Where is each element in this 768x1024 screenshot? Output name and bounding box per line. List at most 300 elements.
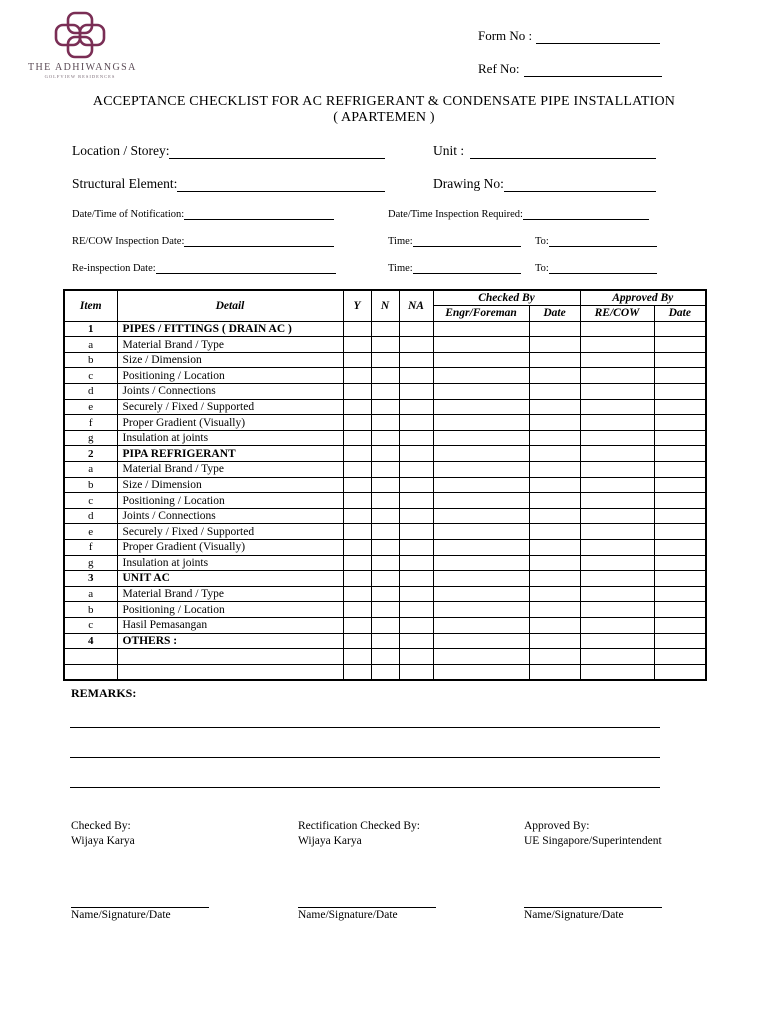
- approved-date-cell[interactable]: [654, 446, 706, 462]
- item-cell: d: [64, 384, 117, 400]
- table-row: [64, 477, 706, 493]
- y-cell[interactable]: [343, 586, 371, 602]
- checked-date-cell[interactable]: [529, 446, 580, 462]
- approved-date-header: Date: [654, 306, 706, 322]
- to-field-2: [535, 262, 657, 274]
- n-cell[interactable]: [371, 555, 399, 571]
- engr-foreman-cell[interactable]: [433, 633, 529, 649]
- n-header: N: [371, 290, 399, 321]
- recow-cell[interactable]: [580, 649, 654, 665]
- recow-cell[interactable]: [580, 571, 654, 587]
- engr-foreman-cell[interactable]: [433, 602, 529, 618]
- table-row: [64, 586, 706, 602]
- checked-date-cell[interactable]: [529, 602, 580, 618]
- recow-cell[interactable]: [580, 430, 654, 446]
- item-cell: a: [64, 586, 117, 602]
- section-row: [64, 321, 706, 337]
- n-cell[interactable]: [371, 321, 399, 337]
- interlaced-knot-logo-icon: [52, 10, 108, 60]
- checked-date-cell[interactable]: [529, 493, 580, 509]
- na-cell[interactable]: [399, 602, 433, 618]
- form-no-label: Form No :: [478, 28, 533, 43]
- logo-brand-text: THE ADHIWANGSA: [28, 62, 137, 73]
- unit-label: Unit :: [433, 143, 465, 158]
- notification-line[interactable]: [184, 208, 334, 220]
- n-cell[interactable]: [371, 399, 399, 415]
- engr-foreman-cell[interactable]: [433, 540, 529, 556]
- engr-foreman-cell[interactable]: [433, 430, 529, 446]
- checklist-body: [64, 321, 706, 680]
- to-line-1[interactable]: [549, 235, 657, 247]
- table-row: [64, 524, 706, 540]
- item-cell: b: [64, 602, 117, 618]
- na-cell[interactable]: [399, 399, 433, 415]
- na-cell[interactable]: [399, 368, 433, 384]
- table-row: [64, 399, 706, 415]
- n-cell[interactable]: [371, 586, 399, 602]
- form-no-field: [478, 28, 660, 44]
- approved-date-cell[interactable]: [654, 352, 706, 368]
- detail-cell: Positioning / Location: [117, 493, 343, 509]
- approved-date-cell[interactable]: [654, 633, 706, 649]
- na-cell[interactable]: [399, 649, 433, 665]
- na-cell[interactable]: [399, 664, 433, 680]
- y-cell[interactable]: [343, 352, 371, 368]
- checked-date-cell[interactable]: [529, 508, 580, 524]
- checked-by-caption: Name/Signature/Date: [71, 909, 171, 921]
- detail-cell: PIPA REFRIGERANT: [117, 446, 343, 462]
- na-cell[interactable]: [399, 352, 433, 368]
- table-row: [64, 508, 706, 524]
- checked-date-cell[interactable]: [529, 415, 580, 431]
- n-cell[interactable]: [371, 446, 399, 462]
- na-cell[interactable]: [399, 508, 433, 524]
- item-cell: g: [64, 430, 117, 446]
- recow-cell[interactable]: [580, 493, 654, 509]
- table-row: [64, 415, 706, 431]
- engr-foreman-cell[interactable]: [433, 571, 529, 587]
- item-cell: 2: [64, 446, 117, 462]
- recow-cell[interactable]: [580, 384, 654, 400]
- table-row: [64, 617, 706, 633]
- approved-by-header: Approved By: [580, 290, 706, 306]
- inspection-required-field: [388, 208, 649, 220]
- remarks-line-3[interactable]: [70, 787, 660, 788]
- checked-by-party: Wijaya Karya: [71, 835, 135, 847]
- recow-cell[interactable]: [580, 399, 654, 415]
- recow-cell[interactable]: [580, 352, 654, 368]
- structural-element-field: [72, 176, 385, 192]
- approved-by-caption: Name/Signature/Date: [524, 909, 624, 921]
- item-cell: c: [64, 617, 117, 633]
- engr-foreman-cell[interactable]: [433, 462, 529, 478]
- table-row: [64, 337, 706, 353]
- ref-no-line[interactable]: [524, 65, 662, 77]
- checked-date-cell[interactable]: [529, 384, 580, 400]
- time-field-1: [388, 235, 521, 247]
- na-header: NA: [399, 290, 433, 321]
- engr-foreman-cell[interactable]: [433, 337, 529, 353]
- table-header-row-1: [64, 290, 706, 306]
- approved-date-cell[interactable]: [654, 586, 706, 602]
- approved-date-cell[interactable]: [654, 524, 706, 540]
- na-cell[interactable]: [399, 524, 433, 540]
- detail-cell: Insulation at joints: [117, 555, 343, 571]
- n-cell[interactable]: [371, 493, 399, 509]
- n-cell[interactable]: [371, 384, 399, 400]
- detail-cell: [117, 664, 343, 680]
- recow-cell[interactable]: [580, 664, 654, 680]
- item-cell: g: [64, 555, 117, 571]
- approved-date-cell[interactable]: [654, 508, 706, 524]
- y-cell[interactable]: [343, 493, 371, 509]
- checked-date-cell[interactable]: [529, 368, 580, 384]
- table-row: [64, 664, 706, 680]
- detail-cell: Size / Dimension: [117, 352, 343, 368]
- recow-cell[interactable]: [580, 617, 654, 633]
- rectification-signature-block: [298, 819, 420, 849]
- checked-date-cell[interactable]: [529, 321, 580, 337]
- y-cell[interactable]: [343, 446, 371, 462]
- detail-cell: Material Brand / Type: [117, 337, 343, 353]
- inspection-required-label: Date/Time Inspection Required:: [388, 209, 523, 220]
- approved-by-signature-line[interactable]: [524, 907, 662, 908]
- detail-cell: Positioning / Location: [117, 602, 343, 618]
- approved-date-cell[interactable]: [654, 493, 706, 509]
- y-cell[interactable]: [343, 508, 371, 524]
- y-cell[interactable]: [343, 649, 371, 665]
- na-cell[interactable]: [399, 493, 433, 509]
- detail-cell: Insulation at joints: [117, 430, 343, 446]
- n-cell[interactable]: [371, 352, 399, 368]
- table-row: [64, 649, 706, 665]
- y-cell[interactable]: [343, 633, 371, 649]
- reinspection-date-line[interactable]: [156, 262, 336, 274]
- na-cell[interactable]: [399, 462, 433, 478]
- inspection-required-line[interactable]: [523, 208, 649, 220]
- section-row: [64, 633, 706, 649]
- remarks-label: REMARKS:: [71, 686, 137, 700]
- engr-foreman-cell[interactable]: [433, 352, 529, 368]
- checked-date-cell[interactable]: [529, 586, 580, 602]
- y-cell[interactable]: [343, 540, 371, 556]
- n-cell[interactable]: [371, 337, 399, 353]
- approved-date-cell[interactable]: [654, 321, 706, 337]
- rectification-signature-line[interactable]: [298, 907, 436, 908]
- detail-cell: Hasil Pemasangan: [117, 617, 343, 633]
- approved-date-cell[interactable]: [654, 571, 706, 587]
- detail-cell: Joints / Connections: [117, 508, 343, 524]
- time-label-1: Time:: [388, 236, 413, 247]
- approved-date-cell[interactable]: [654, 664, 706, 680]
- y-cell[interactable]: [343, 462, 371, 478]
- remarks-line-1[interactable]: [70, 727, 660, 728]
- checked-date-cell[interactable]: [529, 649, 580, 665]
- recow-date-label: RE/COW Inspection Date:: [72, 236, 185, 247]
- detail-cell: Securely / Fixed / Supported: [117, 524, 343, 540]
- engr-foreman-cell[interactable]: [433, 399, 529, 415]
- engr-foreman-cell[interactable]: [433, 477, 529, 493]
- recow-cell[interactable]: [580, 602, 654, 618]
- item-cell: b: [64, 352, 117, 368]
- n-cell[interactable]: [371, 524, 399, 540]
- recow-cell[interactable]: [580, 586, 654, 602]
- approved-by-party: UE Singapore/Superintendent: [524, 835, 662, 847]
- n-cell[interactable]: [371, 508, 399, 524]
- detail-cell: Securely / Fixed / Supported: [117, 399, 343, 415]
- checked-by-header: Checked By: [433, 290, 580, 306]
- approved-date-cell[interactable]: [654, 477, 706, 493]
- checklist-table: [63, 289, 707, 681]
- table-row: [64, 368, 706, 384]
- y-cell[interactable]: [343, 477, 371, 493]
- checked-by-signature-block: [71, 819, 135, 849]
- to-line-2[interactable]: [549, 262, 657, 274]
- engr-foreman-cell[interactable]: [433, 555, 529, 571]
- recow-date-field: [72, 235, 334, 247]
- item-cell: 3: [64, 571, 117, 587]
- approved-date-cell[interactable]: [654, 430, 706, 446]
- table-row: [64, 493, 706, 509]
- engr-foreman-cell[interactable]: [433, 649, 529, 665]
- ref-no-field: [478, 61, 662, 77]
- engr-foreman-cell[interactable]: [433, 415, 529, 431]
- engr-foreman-cell[interactable]: [433, 586, 529, 602]
- approved-date-cell[interactable]: [654, 540, 706, 556]
- checked-date-cell[interactable]: [529, 352, 580, 368]
- na-cell[interactable]: [399, 337, 433, 353]
- y-cell[interactable]: [343, 384, 371, 400]
- time-line-2[interactable]: [413, 262, 521, 274]
- approved-date-cell[interactable]: [654, 555, 706, 571]
- na-cell[interactable]: [399, 633, 433, 649]
- remarks-line-2[interactable]: [70, 757, 660, 758]
- na-cell[interactable]: [399, 617, 433, 633]
- engr-foreman-cell[interactable]: [433, 524, 529, 540]
- time-field-2: [388, 262, 521, 274]
- n-cell[interactable]: [371, 368, 399, 384]
- detail-cell: Positioning / Location: [117, 368, 343, 384]
- engr-foreman-cell[interactable]: [433, 508, 529, 524]
- reinspection-date-field: [72, 262, 336, 274]
- n-cell[interactable]: [371, 664, 399, 680]
- na-cell[interactable]: [399, 586, 433, 602]
- recow-cell[interactable]: [580, 415, 654, 431]
- approved-date-cell[interactable]: [654, 399, 706, 415]
- detail-cell: PIPES / FITTINGS ( DRAIN AC ): [117, 321, 343, 337]
- engr-foreman-cell[interactable]: [433, 493, 529, 509]
- y-cell[interactable]: [343, 399, 371, 415]
- engr-foreman-cell[interactable]: [433, 384, 529, 400]
- n-cell[interactable]: [371, 540, 399, 556]
- na-cell[interactable]: [399, 477, 433, 493]
- y-cell[interactable]: [343, 524, 371, 540]
- detail-cell: Size / Dimension: [117, 477, 343, 493]
- n-cell[interactable]: [371, 462, 399, 478]
- recow-header: RE/COW: [580, 306, 654, 322]
- rectification-label: Rectification Checked By:: [298, 820, 420, 832]
- recow-cell[interactable]: [580, 368, 654, 384]
- item-cell: d: [64, 508, 117, 524]
- to-field-1: [535, 235, 657, 247]
- na-cell[interactable]: [399, 540, 433, 556]
- recow-cell[interactable]: [580, 477, 654, 493]
- na-cell[interactable]: [399, 415, 433, 431]
- y-cell[interactable]: [343, 321, 371, 337]
- detail-cell: Material Brand / Type: [117, 586, 343, 602]
- na-cell[interactable]: [399, 384, 433, 400]
- item-cell: c: [64, 368, 117, 384]
- recow-cell[interactable]: [580, 462, 654, 478]
- recow-cell[interactable]: [580, 555, 654, 571]
- recow-cell[interactable]: [580, 446, 654, 462]
- form-title: ACCEPTANCE CHECKLIST FOR AC REFRIGERANT & CONDENSATE PIPE INSTALLATION: [92, 94, 676, 109]
- recow-cell[interactable]: [580, 321, 654, 337]
- engr-foreman-cell[interactable]: [433, 446, 529, 462]
- table-row: [64, 352, 706, 368]
- ref-no-label: Ref No:: [478, 61, 520, 76]
- location-storey-label: Location / Storey:: [72, 143, 170, 158]
- checked-by-label: Checked By:: [71, 820, 131, 832]
- form-no-line[interactable]: [536, 32, 660, 44]
- y-cell[interactable]: [343, 571, 371, 587]
- notification-label: Date/Time of Notification:: [72, 209, 185, 220]
- approved-date-cell[interactable]: [654, 368, 706, 384]
- checked-date-cell[interactable]: [529, 664, 580, 680]
- item-cell: a: [64, 337, 117, 353]
- location-storey-field: [72, 143, 385, 159]
- n-cell[interactable]: [371, 430, 399, 446]
- recow-date-line[interactable]: [184, 235, 334, 247]
- checked-date-cell[interactable]: [529, 462, 580, 478]
- n-cell[interactable]: [371, 602, 399, 618]
- recow-cell[interactable]: [580, 524, 654, 540]
- location-storey-line[interactable]: [169, 147, 385, 159]
- drawing-no-line[interactable]: [504, 180, 656, 192]
- y-cell[interactable]: [343, 430, 371, 446]
- rectification-party: Wijaya Karya: [298, 835, 362, 847]
- approved-date-cell[interactable]: [654, 617, 706, 633]
- approved-by-label: Approved By:: [524, 820, 590, 832]
- y-cell[interactable]: [343, 617, 371, 633]
- notification-field: [72, 208, 334, 220]
- detail-cell: Joints / Connections: [117, 384, 343, 400]
- approved-date-cell[interactable]: [654, 649, 706, 665]
- to-label-2: To:: [535, 263, 549, 274]
- approved-date-cell[interactable]: [654, 462, 706, 478]
- checked-date-cell[interactable]: [529, 337, 580, 353]
- checked-date-cell[interactable]: [529, 633, 580, 649]
- y-cell[interactable]: [343, 664, 371, 680]
- table-row: [64, 602, 706, 618]
- y-cell[interactable]: [343, 555, 371, 571]
- logo-sub-text: GOLFVIEW RESIDENCES: [44, 74, 116, 79]
- checked-date-cell[interactable]: [529, 524, 580, 540]
- drawing-no-field: [433, 176, 656, 192]
- recow-cell[interactable]: [580, 633, 654, 649]
- engr-foreman-cell[interactable]: [433, 617, 529, 633]
- item-cell: c: [64, 493, 117, 509]
- y-cell[interactable]: [343, 337, 371, 353]
- table-row: [64, 462, 706, 478]
- detail-header: Detail: [117, 290, 343, 321]
- item-cell: f: [64, 415, 117, 431]
- time-line-1[interactable]: [413, 235, 521, 247]
- y-cell[interactable]: [343, 415, 371, 431]
- checked-date-cell[interactable]: [529, 571, 580, 587]
- y-cell[interactable]: [343, 368, 371, 384]
- checked-by-signature-line[interactable]: [71, 907, 209, 908]
- detail-cell: OTHERS :: [117, 633, 343, 649]
- n-cell[interactable]: [371, 633, 399, 649]
- section-row: [64, 446, 706, 462]
- n-cell[interactable]: [371, 415, 399, 431]
- table-row: [64, 384, 706, 400]
- n-cell[interactable]: [371, 477, 399, 493]
- na-cell[interactable]: [399, 446, 433, 462]
- item-cell: 1: [64, 321, 117, 337]
- engr-foreman-cell[interactable]: [433, 321, 529, 337]
- structural-element-label: Structural Element:: [72, 176, 178, 191]
- rectification-caption: Name/Signature/Date: [298, 909, 398, 921]
- approved-date-cell[interactable]: [654, 415, 706, 431]
- y-cell[interactable]: [343, 602, 371, 618]
- checked-date-cell[interactable]: [529, 617, 580, 633]
- n-cell[interactable]: [371, 617, 399, 633]
- checked-date-cell[interactable]: [529, 477, 580, 493]
- na-cell[interactable]: [399, 571, 433, 587]
- approved-date-cell[interactable]: [654, 337, 706, 353]
- company-logo: [28, 10, 137, 79]
- na-cell[interactable]: [399, 555, 433, 571]
- form-subtitle: ( APARTEMEN ): [333, 110, 435, 125]
- item-cell: 4: [64, 633, 117, 649]
- structural-element-line[interactable]: [177, 180, 385, 192]
- item-cell: a: [64, 462, 117, 478]
- na-cell[interactable]: [399, 430, 433, 446]
- recow-cell[interactable]: [580, 508, 654, 524]
- checked-date-cell[interactable]: [529, 555, 580, 571]
- time-label-2: Time:: [388, 263, 413, 274]
- n-cell[interactable]: [371, 571, 399, 587]
- item-cell: [64, 664, 117, 680]
- approved-date-cell[interactable]: [654, 384, 706, 400]
- table-row: [64, 430, 706, 446]
- table-row: [64, 540, 706, 556]
- drawing-no-label: Drawing No:: [433, 176, 504, 191]
- engr-foreman-cell[interactable]: [433, 664, 529, 680]
- approved-date-cell[interactable]: [654, 602, 706, 618]
- recow-cell[interactable]: [580, 337, 654, 353]
- engr-foreman-header: Engr/Foreman: [433, 306, 529, 322]
- checked-date-cell[interactable]: [529, 430, 580, 446]
- unit-line[interactable]: [470, 147, 656, 159]
- y-header: Y: [343, 290, 371, 321]
- na-cell[interactable]: [399, 321, 433, 337]
- to-label-1: To:: [535, 236, 549, 247]
- table-row: [64, 555, 706, 571]
- item-cell: b: [64, 477, 117, 493]
- n-cell[interactable]: [371, 649, 399, 665]
- reinspection-date-label: Re-inspection Date:: [72, 263, 156, 274]
- unit-field: [433, 143, 656, 159]
- checked-date-cell[interactable]: [529, 540, 580, 556]
- engr-foreman-cell[interactable]: [433, 368, 529, 384]
- checked-date-cell[interactable]: [529, 399, 580, 415]
- detail-cell: [117, 649, 343, 665]
- item-cell: [64, 649, 117, 665]
- recow-cell[interactable]: [580, 540, 654, 556]
